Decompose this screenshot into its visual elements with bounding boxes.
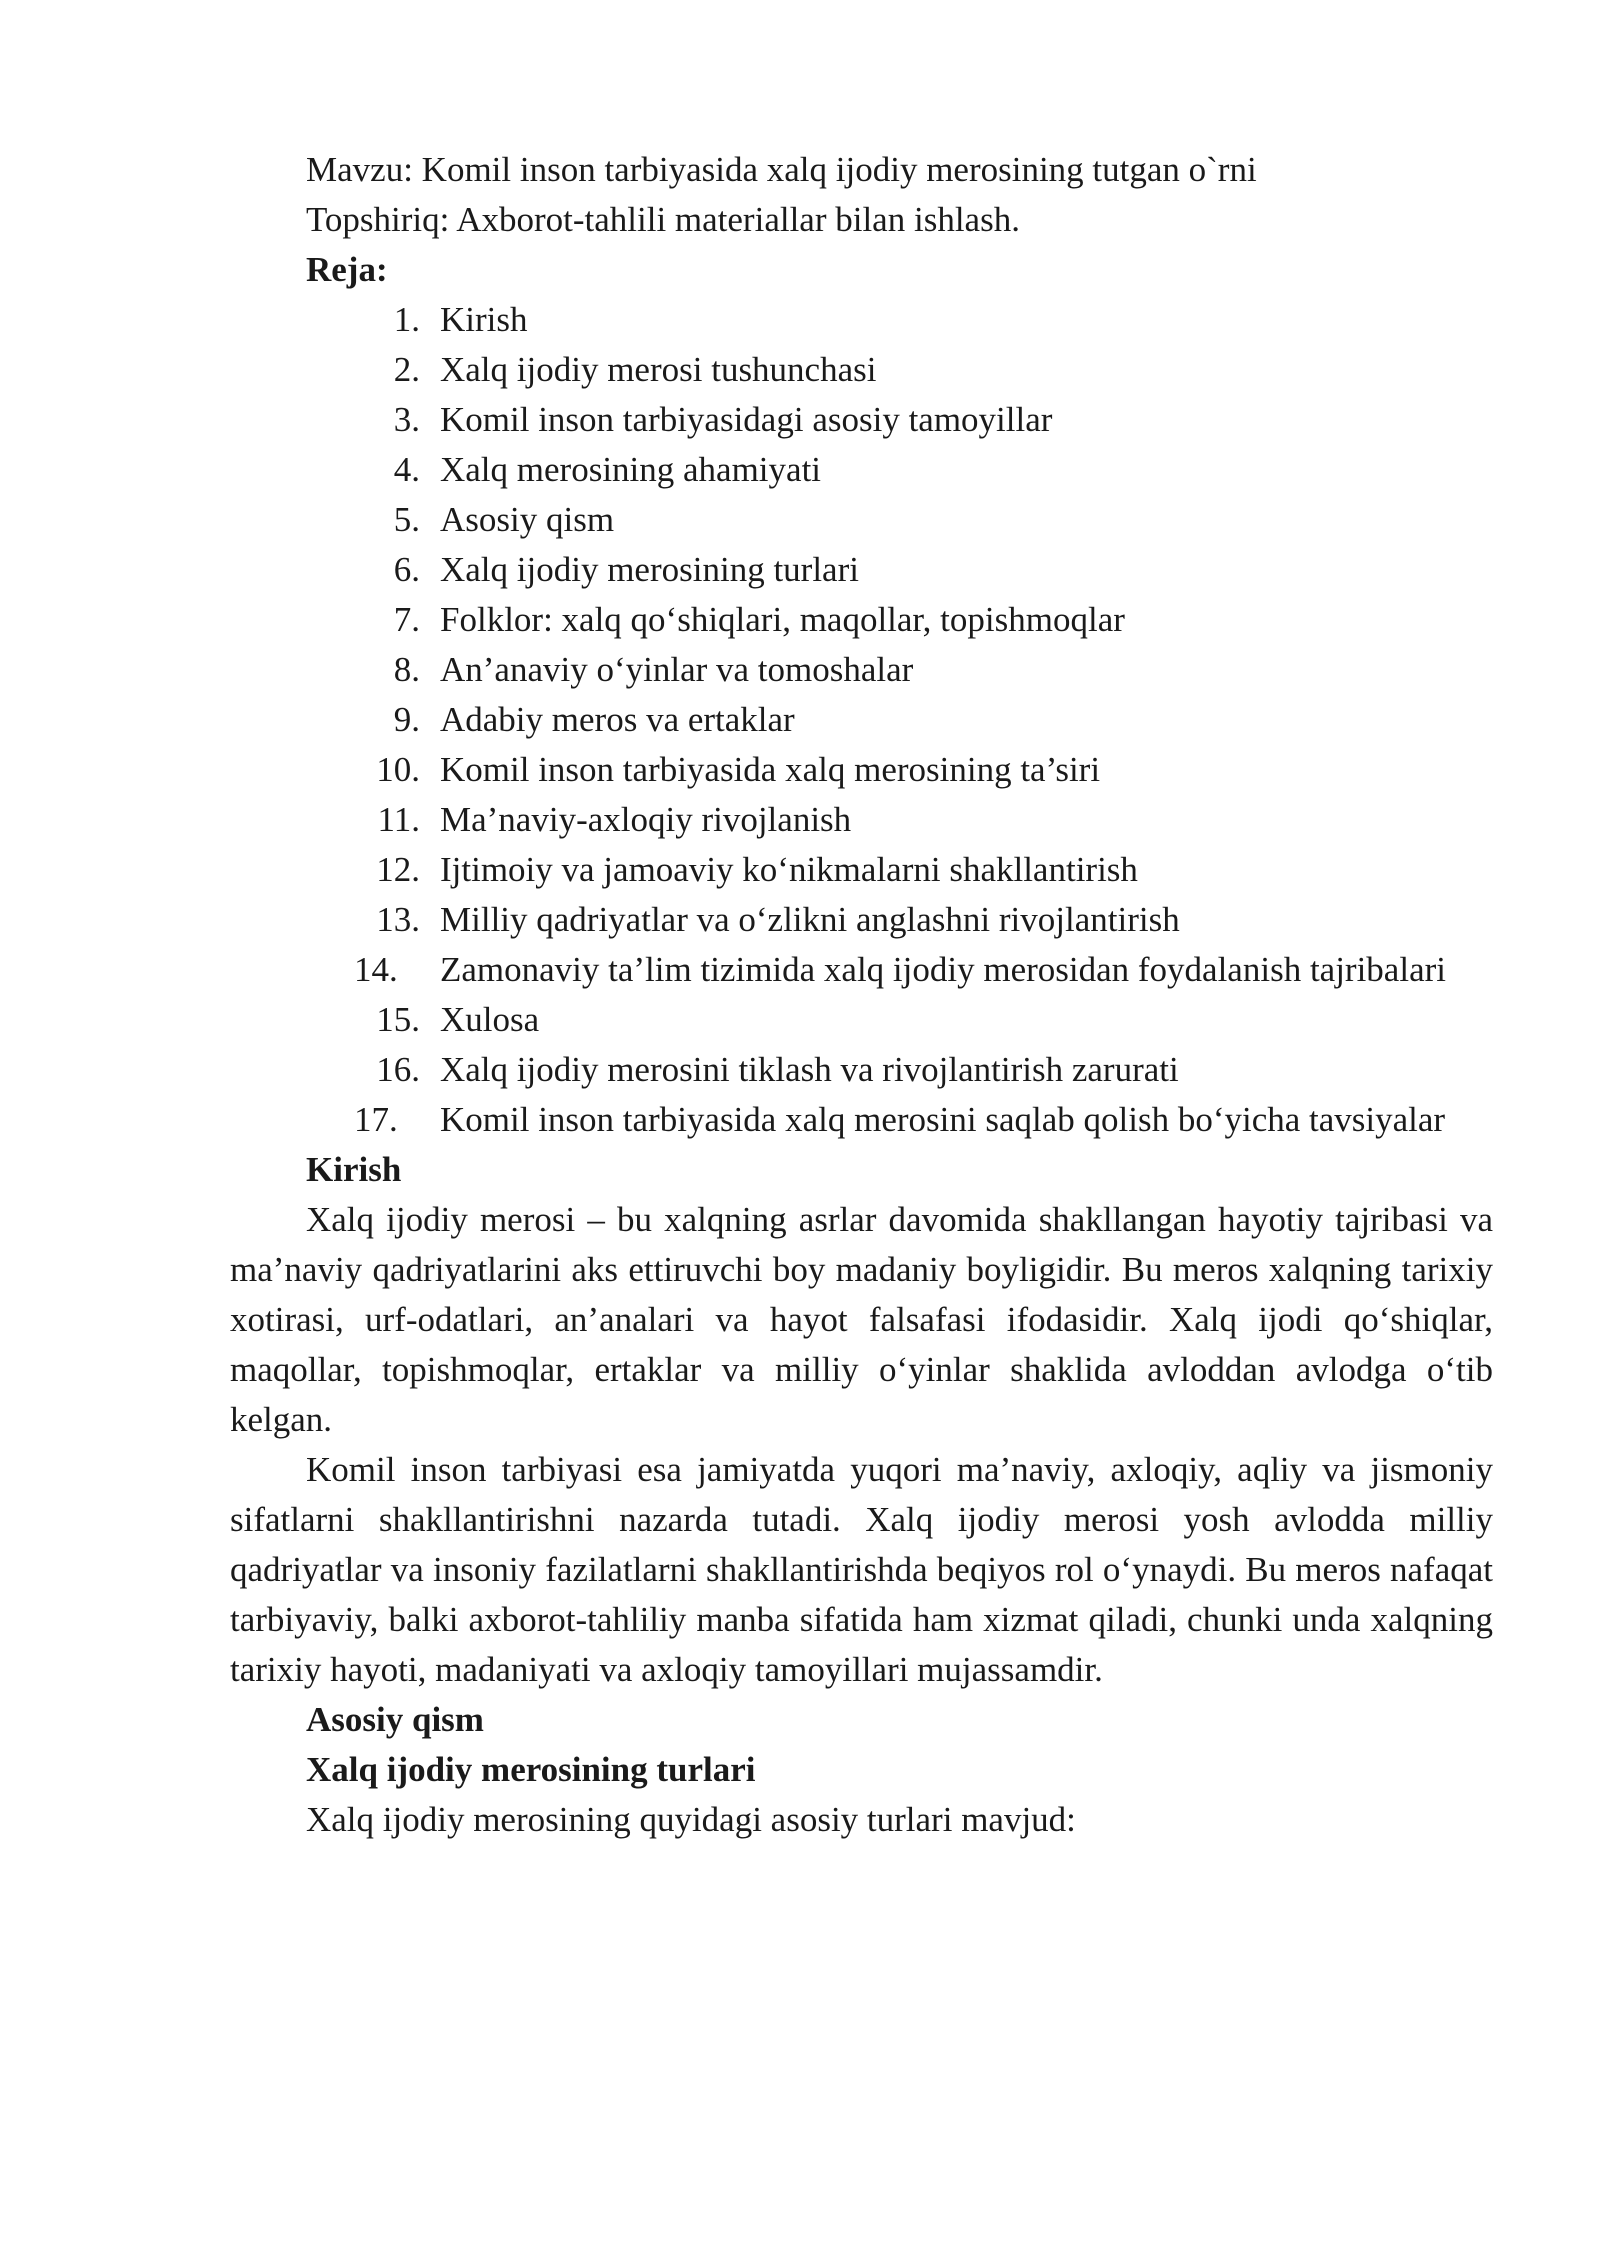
list-item: 1. Kirish <box>393 300 528 339</box>
paragraph: Komil inson tarbiyasi esa jamiyatda yuqori ma’naviy, axloqiy, aqliy va jismoniy sifatlarni shakllantirishni nazarda tutadi. Xalq ijodiy merosi yosh avlodda milliy qadriyatlar va insoniy fazilatlarni shakllantirishda beqiyos rol o‘ynaydi. Bu meros nafaqat tarbiyaviy, balki axborot-tahliliy manba sifatida ham xizmat qiladi, chunki unda xalqning tarixiy hayoti, madaniyati va axloqiy tamoyillari mujassamdir. <box>230 1450 1493 1689</box>
list-item: 13. Milliy qadriyatlar va o‘zlikni anglashni rivojlantirish <box>376 900 1180 939</box>
list-item: 7. Folklor: xalq qo‘shiqlari, maqollar, topishmoqlar <box>393 600 1125 639</box>
plan-list <box>230 295 1493 1145</box>
list-item: 4. Xalq merosining ahamiyati <box>393 450 822 489</box>
list-item: 15. Xulosa <box>376 1000 540 1039</box>
list-item: 16. Xalq ijodiy merosini tiklash va rivojlantirish zarurati <box>376 1050 1179 1089</box>
intro-line: Xalq ijodiy merosining quyidagi asosiy turlari mavjud: <box>306 1800 1076 1839</box>
topic-line: Mavzu: Komil inson tarbiyasida xalq ijodiy merosining tutgan o`rni <box>306 150 1257 189</box>
list-item: 9. Adabiy meros va ertaklar <box>393 700 795 739</box>
list-item: 8. An’anaviy o‘yinlar va tomoshalar <box>393 650 914 689</box>
list-item: 3. Komil inson tarbiyasidagi asosiy tamoyillar <box>393 400 1053 439</box>
subsection-heading: Xalq ijodiy merosining turlari <box>306 1750 756 1789</box>
list-item: 14. Zamonaviy ta’lim tizimida xalq ijodiy merosidan foydalanish tajribalari <box>354 950 1446 989</box>
list-item: 10. Komil inson tarbiyasida xalq merosining ta’siri <box>376 750 1101 789</box>
list-item: 6. Xalq ijodiy merosining turlari <box>393 550 859 589</box>
list-item: 12. Ijtimoiy va jamoaviy ko‘nikmalarni shakllantirish <box>376 850 1138 889</box>
assignment-line: Topshiriq: Axborot-tahlili materiallar bilan ishlash. <box>306 200 1020 239</box>
list-item: 5. Asosiy qism <box>393 500 615 539</box>
list-item: 2. Xalq ijodiy merosi tushunchasi <box>393 350 877 389</box>
section-heading-kirish: Kirish <box>306 1150 402 1189</box>
list-item: 17. Komil inson tarbiyasida xalq merosini saqlab qolish bo‘yicha tavsiyalar <box>354 1100 1446 1139</box>
list-item: 11. Ma’naviy-axloqiy rivojlanish <box>377 800 852 839</box>
document-page <box>230 145 1493 1845</box>
plan-heading: Reja: <box>306 250 388 289</box>
paragraph: Xalq ijodiy merosi – bu xalqning asrlar davomida shakllangan hayotiy tajribasi va ma’naviy qadriyatlarini aks ettiruvchi boy madaniy boyligidir. Bu meros xalqning tarixiy xotirasi, urf-odatlari, an’analari va hayot falsafasi ifodasidir. Xalq ijodi qo‘shiqlar, maqollar, topishmoqlar, ertaklar va milliy o‘yinlar shaklida avloddan avlodga o‘tib kelgan. <box>230 1200 1493 1439</box>
section-heading-asosiy: Asosiy qism <box>306 1700 484 1739</box>
